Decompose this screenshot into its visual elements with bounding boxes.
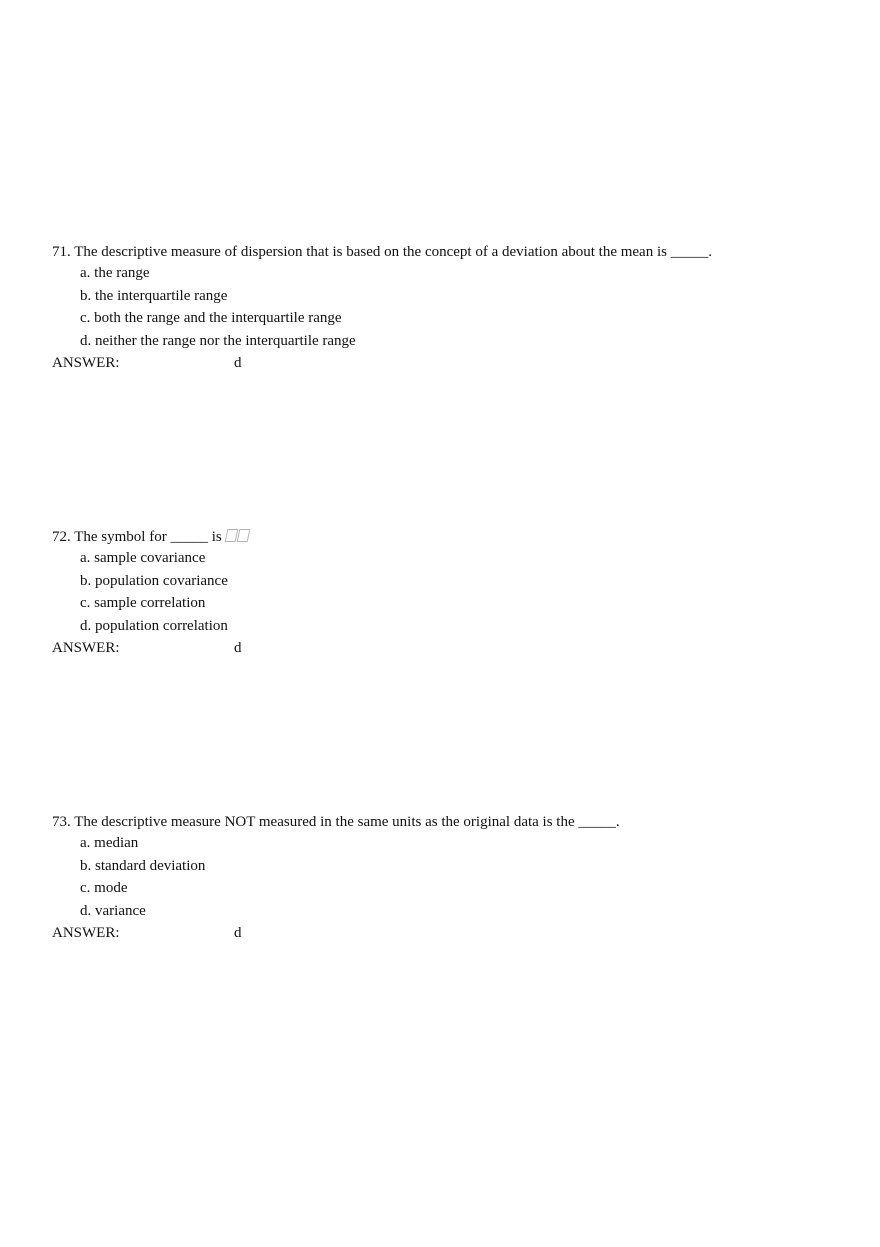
answer-value: d [234, 925, 242, 941]
option-c: c. sample correlation [80, 595, 206, 611]
question-stem [52, 527, 852, 547]
option-a: a. sample covariance [80, 550, 206, 566]
question-72 [52, 527, 852, 659]
question-71 [52, 242, 852, 374]
answer-label: ANSWER: [52, 925, 120, 941]
answer-label: ANSWER: [52, 355, 120, 371]
answer-label: ANSWER: [52, 640, 120, 656]
option-d: d. population correlation [80, 617, 228, 634]
question-stem: 71. The descriptive measure of dispersion that is based on the concept of a deviation about the mean is _____. [52, 244, 712, 260]
answer-row [52, 352, 852, 374]
answer-row [52, 922, 852, 944]
option-list [52, 262, 852, 352]
option-list [52, 547, 852, 637]
answer-value: d [234, 640, 242, 656]
missing-symbol-icon [225, 529, 249, 545]
option-a: a. the range [80, 265, 150, 281]
option-d: d. variance [80, 902, 146, 919]
option-a: a. median [80, 835, 139, 851]
question-stem: 73. The descriptive measure NOT measured in the same units as the original data is the _____. [52, 814, 620, 830]
option-c: c. both the range and the interquartile range [80, 310, 342, 326]
option-b: b. the interquartile range [80, 287, 228, 304]
option-list [52, 832, 852, 922]
answer-row [52, 637, 852, 659]
question-73 [52, 812, 852, 944]
option-b: b. population covariance [80, 572, 228, 589]
option-b: b. standard deviation [80, 857, 206, 874]
question-stem-text: 72. The symbol for _____ is [52, 529, 226, 545]
option-d: d. neither the range nor the interquartile range [80, 332, 356, 349]
answer-value: d [234, 355, 242, 371]
option-c: c. mode [80, 880, 128, 896]
